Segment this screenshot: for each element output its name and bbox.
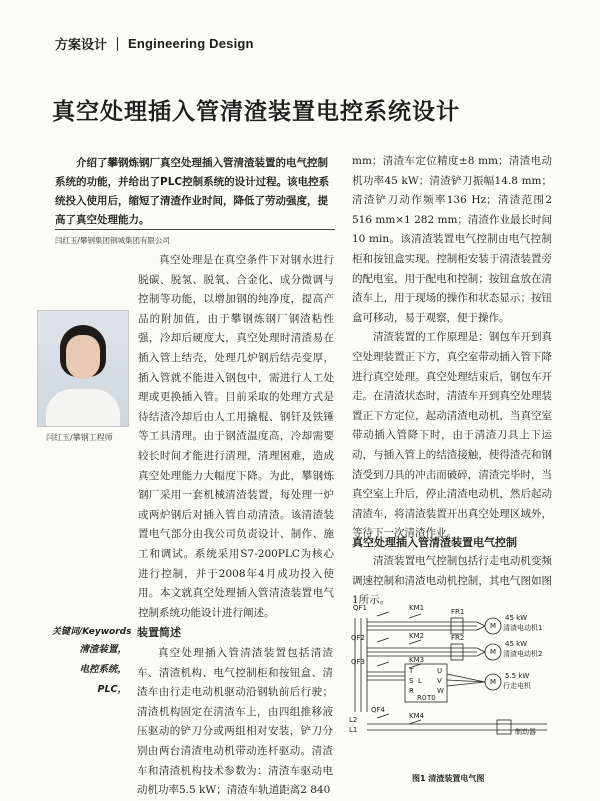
author-photo	[37, 310, 129, 427]
label-km4: KM4	[409, 712, 425, 720]
vfd-r0: R0	[417, 694, 427, 702]
vfd-s: S	[409, 677, 414, 685]
specs-paragraph: mm；清渣车定位精度±8 mm；清渣电动机功率45 kW；清渣铲刀振幅14.8 mm；清渣铲刀动作频率136 Hz；清渣范围2 516 mm×1 282 mm；清渣作业最长时间10 min。该清渣装置电气控制由电气控制柜和按钮盒实现。控制柜安装于清渣装置旁的配电室，用于配电和控制；按钮盒放在清渣车上，用于现场的操作和状态显示；按钮盒可移动，易于观察，便于操作。	[352, 155, 552, 324]
line-l1: L1	[349, 726, 358, 734]
line-l2: L2	[349, 716, 358, 724]
abstract-rule	[55, 229, 335, 230]
label-km3: KM3	[409, 656, 425, 664]
author-photo-body	[46, 389, 120, 427]
control-paragraph: 清渣装置电气控制包括行走电动机变频调速控制和清渣电动机控制，其电气图如图1所示。	[352, 555, 552, 607]
label-qf3: QF3	[351, 658, 365, 666]
vfd-u: U	[437, 667, 443, 675]
motor1-name: 清渣电动机1	[503, 624, 543, 632]
intro-paragraph: 真空处理是在真空条件下对钢水进行脱碳、脱氢、脱氧、合金化、成分微调与控制等功能，以增加钢的纯净度，提高产品的附加值，由于攀钢炼钢厂钢渣粘性强，冷却后硬度大，真空处理时清渣易在插入管上结壳，处理几炉钢后结壳变厚，插入管就不能进入钢包中，需进行人工处理或更换插入管。目前采取的处理方式是待结渣冷却后由人工用撬棍、钢钎及铁锤等工具清理。由于钢渣温度高，冷却需要较长时间才能进行清理，清理困难，造成真空处理能力大幅度下降。为此，攀钢炼钢厂采用一套机械清渣装置，每处理一炉或两炉钢后对插入管自动清渣。该清渣装置电气部分由我公司负责设计、制作、施工和调试。系统采用S7-200PLC为核心进行控制，并于2008年4月成功投入使用。本文就真空处理插入管清渣装置电气控制系统功能设计进行阐述。	[138, 254, 334, 619]
keyword-item: PLC，	[97, 684, 127, 695]
principle-paragraph: 清渣装置的工作原理是：钢包车开到真空处理装置正下方，真空室带动插入管下降进行真空处理。真空处理结束后，钢包车开走。在清渣状态时，清渣车开到真空处理装置正下方定位，起动清渣电动机，当真空室带动插入管降下时，由于清渣刀具上下运动，与插入管上的结渣接触，使得渣壳和钢渣受到刀具的冲击而破碎，清渣完毕时，当真空室上升后，停止清渣电动机，然后起动清渣车，将清渣装置开出真空处理区域外，等待下一次清渣作业。	[352, 331, 552, 540]
header-divider	[117, 37, 118, 51]
intro-column	[138, 251, 334, 623]
vfd-l: L	[418, 677, 422, 685]
label-qf4: QF4	[371, 706, 385, 714]
author-photo-face	[66, 335, 100, 379]
section-label: 方案设计	[55, 37, 108, 52]
vfd-t: T	[409, 667, 414, 675]
label-qf2: QF2	[351, 634, 365, 642]
vfd-w: W	[437, 687, 444, 695]
section-label-en: Engineering Design	[128, 36, 254, 51]
label-fr1: FR1	[451, 608, 465, 616]
motor2-symbol: M	[490, 648, 497, 656]
motor1-rating: 45 kW	[505, 614, 528, 622]
label-km2: KM2	[409, 632, 425, 640]
keyword-item: 清渣装置，	[79, 644, 127, 655]
section-header	[55, 34, 254, 53]
article-title: 真空处理插入管清渣装置电控系统设计	[52, 99, 460, 125]
author-affiliation: 闫红玉/攀钢集团钢城集团有限公司	[55, 236, 171, 245]
motor2-rating: 45 kW	[505, 640, 528, 648]
brake-label: 制动器	[515, 728, 536, 736]
keywords-label: 关键词/Keywords	[52, 627, 132, 637]
figure-caption: 图1 清渣装置电气图	[412, 774, 485, 783]
device-column	[137, 644, 333, 801]
motor3-name: 行走电机	[503, 682, 531, 690]
keywords-list	[72, 640, 127, 700]
vfd-t0: T0	[427, 694, 436, 702]
vfd-r: R	[409, 687, 414, 695]
section-heading-control: 真空处理插入管清渣装置电气控制	[352, 536, 517, 549]
label-km1: KM1	[409, 604, 425, 612]
right-column	[352, 152, 552, 544]
device-paragraph: 真空处理插入管清渣装置包括清渣车、清渣机构、电气控制柜和按钮盒、清渣车由行走电动机驱动沿钢轨前后行驶；清渣机构固定在清渣车上，由四组推移液压驱动的铲刀分或两组相对安装，铲刀分别由两台清渣电动机带动连杆驱动。清渣车和清渣机构技术参数为：清渣车驱动电动机功率5.5 kW；清渣车轨道距离2 840	[137, 647, 333, 797]
vfd-v: V	[437, 677, 442, 685]
circuit-diagram	[347, 600, 557, 768]
motor3-rating: 5.5 kW	[505, 672, 530, 680]
keyword-item: 电控系统，	[79, 664, 127, 675]
motor2-name: 清渣电动机2	[503, 650, 543, 658]
label-qf1: QF1	[353, 604, 367, 612]
motor1-symbol: M	[490, 622, 497, 630]
author-caption: 闫红玉/攀钢工程师	[46, 433, 113, 442]
abstract: 介绍了攀钢炼钢厂真空处理插入管清渣装置的电气控制系统的功能，并给出了PLC控制系统的设计过程。该电控系统投入使用后，缩短了清渣作业时间，降低了劳动强度，提高了真空处理能力。	[55, 157, 330, 226]
motor3-symbol: M	[490, 678, 497, 686]
label-fr2: FR2	[451, 634, 465, 642]
section-heading-device: 装置简述	[137, 626, 181, 639]
